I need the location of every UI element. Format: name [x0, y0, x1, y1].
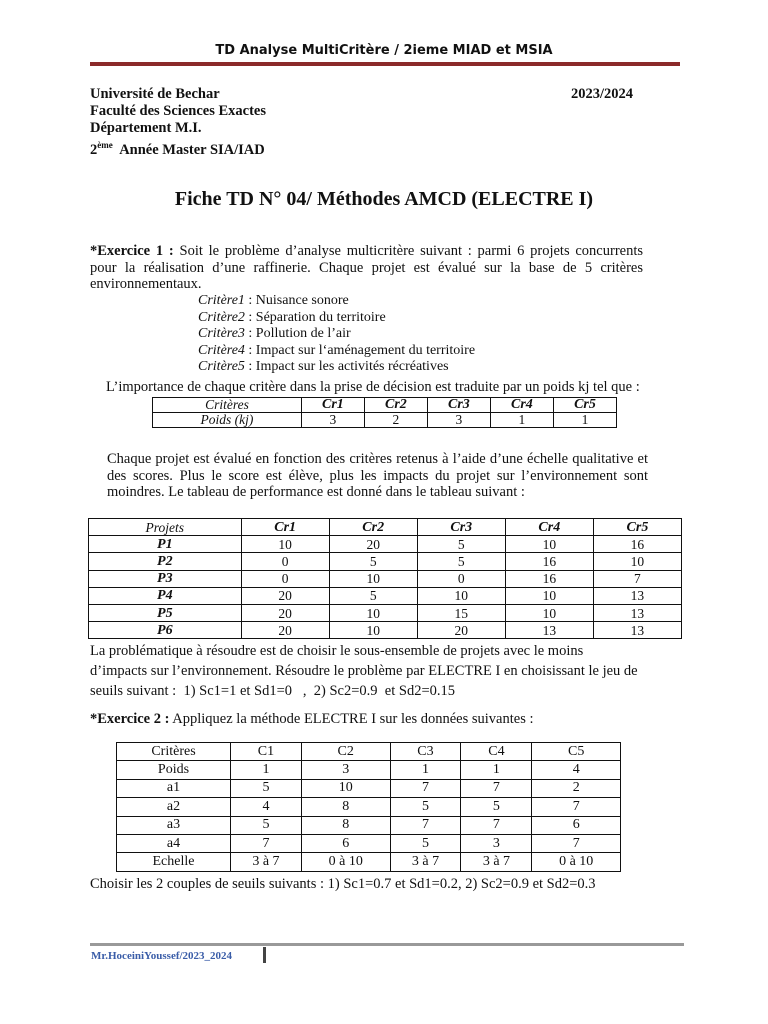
exercise2-header-cell: C3	[390, 743, 461, 761]
table-row	[89, 536, 682, 553]
criterion-name: Critère3	[198, 326, 245, 341]
exercise2-header-cell: C5	[532, 743, 621, 761]
weights-header-cell: Cr1	[301, 398, 364, 413]
footer-bar	[263, 947, 266, 963]
performance-cell: 20	[417, 622, 505, 639]
exercise2-cell: 6	[532, 816, 621, 834]
performance-header-cell: Projets	[89, 519, 242, 536]
weight-value: 3	[427, 413, 490, 428]
performance-cell: 10	[417, 587, 505, 604]
exercise2-cell: 6	[301, 834, 390, 852]
exercise2-cell: 0 à 10	[301, 853, 390, 871]
exercise2-cell: 3 à 7	[390, 853, 461, 871]
performance-cell: 10	[329, 570, 417, 587]
exercise2-cell: 3	[461, 834, 532, 852]
performance-cell: 0	[241, 553, 329, 570]
performance-cell: 0	[241, 570, 329, 587]
table-row	[117, 816, 621, 834]
row-label: a3	[117, 816, 231, 834]
exercise1-intro	[90, 243, 643, 293]
performance-cell: 7	[593, 570, 681, 587]
row-label: Echelle	[117, 853, 231, 871]
university-name: Université de Bechar	[90, 86, 220, 102]
exercise2-thresholds: Choisir les 2 couples de seuils suivants : 1) Sc1=0.7 et Sd1=0.2, 2) Sc2=0.9 et Sd2=0.3	[90, 876, 596, 892]
evaluation-text: Chaque projet est évalué en fonction des critères retenus à l’aide d’une échelle qualitative et des scores. Plus le score est élève, plus les impacts du projet sur l’environnement sont moindres. Le tableau de performance est donné dans le tableau suivant :	[107, 451, 648, 500]
project-label: P1	[89, 536, 242, 553]
project-label: P4	[89, 587, 242, 604]
weight-value: 2	[364, 413, 427, 428]
exercise2-cell: 5	[230, 779, 301, 797]
performance-cell: 20	[241, 587, 329, 604]
criterion-name: Critère5	[198, 359, 245, 374]
exercise2-cell: 5	[461, 798, 532, 816]
performance-cell: 10	[505, 604, 593, 621]
performance-cell: 16	[505, 553, 593, 570]
exercise2-cell: 4	[532, 761, 621, 779]
weight-value: 1	[490, 413, 553, 428]
exercise2-table	[116, 742, 621, 872]
criterion-item	[198, 326, 475, 343]
performance-cell: 10	[505, 587, 593, 604]
table-row	[117, 779, 621, 797]
table-row	[117, 853, 621, 871]
performance-cell: 10	[329, 622, 417, 639]
weights-header-cell: Cr3	[427, 398, 490, 413]
exercise2-cell: 3 à 7	[230, 853, 301, 871]
criterion-desc: : Impact sur l‘aménagement du territoire	[244, 342, 476, 358]
performance-cell: 16	[593, 536, 681, 553]
criterion-name: Critère1	[198, 293, 245, 308]
faculty-name: Faculté des Sciences Exactes	[90, 103, 266, 119]
criterion-desc: : Pollution de l’air	[244, 326, 351, 341]
exercise2-cell: 3	[301, 761, 390, 779]
exercise2-cell: 5	[390, 834, 461, 852]
exercise2-cell: 7	[532, 798, 621, 816]
exercise2-cell: 4	[230, 798, 301, 816]
table-row	[89, 622, 682, 639]
table-row	[117, 834, 621, 852]
exercise2-cell: 7	[532, 834, 621, 852]
document-title: Fiche TD N° 04/ Méthodes AMCD (ELECTRE I)	[174, 188, 594, 210]
performance-header-row	[89, 519, 682, 536]
row-label: a4	[117, 834, 231, 852]
weights-row-label: Poids (kj)	[153, 413, 302, 428]
exercise1-problem: La problématique à résoudre est de choisir le sous-ensemble de projets avec le moins d’impacts sur l’environnement. Résoudre le problème par ELECTRE I en choisissant le jeu de seuils suivant : 1) Sc1=1 et Sd1=0 , 2) Sc2=0.9 et Sd2=0.15	[90, 643, 638, 699]
row-label: a1	[117, 779, 231, 797]
exercise2-cell: 3 à 7	[461, 853, 532, 871]
project-label: P6	[89, 622, 242, 639]
criterion-desc: : Séparation du territoire	[244, 309, 386, 325]
table-row	[117, 761, 621, 779]
performance-cell: 10	[329, 604, 417, 621]
institution-block	[90, 86, 266, 159]
performance-header-cell: Cr3	[417, 519, 505, 536]
criterion-item	[198, 343, 475, 360]
exercise2-cell: 7	[461, 816, 532, 834]
performance-table	[88, 518, 682, 639]
performance-cell: 20	[329, 536, 417, 553]
exercise2-cell: 7	[461, 779, 532, 797]
criterion-desc: : Impact sur les activités récréatives	[244, 359, 449, 374]
table-row	[117, 798, 621, 816]
department-name: Département M.I.	[90, 120, 202, 136]
weights-header-cell: Cr2	[364, 398, 427, 413]
performance-cell: 10	[593, 553, 681, 570]
criterion-item	[198, 293, 475, 310]
weights-header-cell: Critères	[153, 398, 302, 413]
performance-cell: 5	[329, 587, 417, 604]
performance-cell: 16	[505, 570, 593, 587]
exercise2-cell: 7	[230, 834, 301, 852]
row-label: Poids	[117, 761, 231, 779]
criterion-name: Critère2	[198, 309, 245, 325]
project-label: P3	[89, 570, 242, 587]
exercise2-cell: 8	[301, 798, 390, 816]
table-row	[89, 587, 682, 604]
criterion-item	[198, 359, 475, 376]
performance-cell: 5	[417, 553, 505, 570]
exercise2-cell: 1	[461, 761, 532, 779]
table-row	[89, 570, 682, 587]
performance-cell: 13	[593, 587, 681, 604]
exercise2-cell: 8	[301, 816, 390, 834]
performance-cell: 5	[417, 536, 505, 553]
exercise2-cell: 5	[230, 816, 301, 834]
performance-cell: 10	[505, 536, 593, 553]
exercise2-cell: 10	[301, 779, 390, 797]
exercise2-cell: 5	[390, 798, 461, 816]
weight-value: 1	[553, 413, 616, 428]
performance-cell: 20	[241, 604, 329, 621]
weights-header-cell: Cr5	[553, 398, 616, 413]
performance-cell: 15	[417, 604, 505, 621]
exercise2-cell: 1	[390, 761, 461, 779]
exercise2-label: *Exercice 2 :	[90, 711, 170, 727]
performance-header-cell: Cr4	[505, 519, 593, 536]
weight-value: 3	[301, 413, 364, 428]
criterion-item	[198, 310, 475, 327]
table-row	[89, 553, 682, 570]
exercise2-header-cell: C2	[301, 743, 390, 761]
performance-cell: 20	[241, 622, 329, 639]
criterion-desc: : Nuisance sonore	[244, 293, 349, 308]
footer-divider	[90, 943, 684, 946]
header-divider	[90, 62, 680, 66]
weights-table	[152, 397, 617, 428]
exercise2-cell: 7	[390, 816, 461, 834]
exercise2-header-cell: C4	[461, 743, 532, 761]
project-label: P5	[89, 604, 242, 621]
performance-header-cell: Cr1	[241, 519, 329, 536]
exercise2-header-cell: C1	[230, 743, 301, 761]
weights-header-cell: Cr4	[490, 398, 553, 413]
performance-cell: 13	[505, 622, 593, 639]
page-header-title: TD Analyse MultiCritère / 2ieme MIAD et MSIA	[215, 43, 553, 58]
performance-cell: 13	[593, 604, 681, 621]
exercise1-text: Soit le problème d’analyse multicritère suivant : parmi 6 projets concurrents pour la réalisation d’une raffinerie. Chaque projet est évalué sur la base de 5 critères environnementaux.	[90, 243, 644, 292]
exercise2-intro	[90, 711, 690, 728]
performance-cell: 13	[593, 622, 681, 639]
exercise2-cell: 7	[390, 779, 461, 797]
row-label: a2	[117, 798, 231, 816]
exercise2-cell: 0 à 10	[532, 853, 621, 871]
exercise2-header-row	[117, 743, 621, 761]
exercise2-header-cell: Critères	[117, 743, 231, 761]
exercise2-cell: 2	[532, 779, 621, 797]
performance-cell: 10	[241, 536, 329, 553]
exercise1-label: *Exercice 1 :	[90, 243, 174, 259]
academic-year: 2023/2024	[571, 86, 634, 102]
criteria-list	[198, 293, 475, 376]
weights-intro: L’importance de chaque critère dans la prise de décision est traduite par un poids kj tel que :	[106, 379, 640, 395]
performance-header-cell: Cr5	[593, 519, 681, 536]
footer-author: Mr.HoceiniYoussef/2023_2024	[91, 950, 233, 962]
table-row	[89, 604, 682, 621]
performance-header-cell: Cr2	[329, 519, 417, 536]
exercise2-text: Appliquez la méthode ELECTRE I sur les données suivantes :	[169, 711, 534, 727]
performance-cell: 0	[417, 570, 505, 587]
criterion-name: Critère4	[198, 342, 245, 358]
level: 2ème Année Master SIA/IAD	[90, 140, 265, 158]
project-label: P2	[89, 553, 242, 570]
exercise2-cell: 1	[230, 761, 301, 779]
performance-cell: 5	[329, 553, 417, 570]
